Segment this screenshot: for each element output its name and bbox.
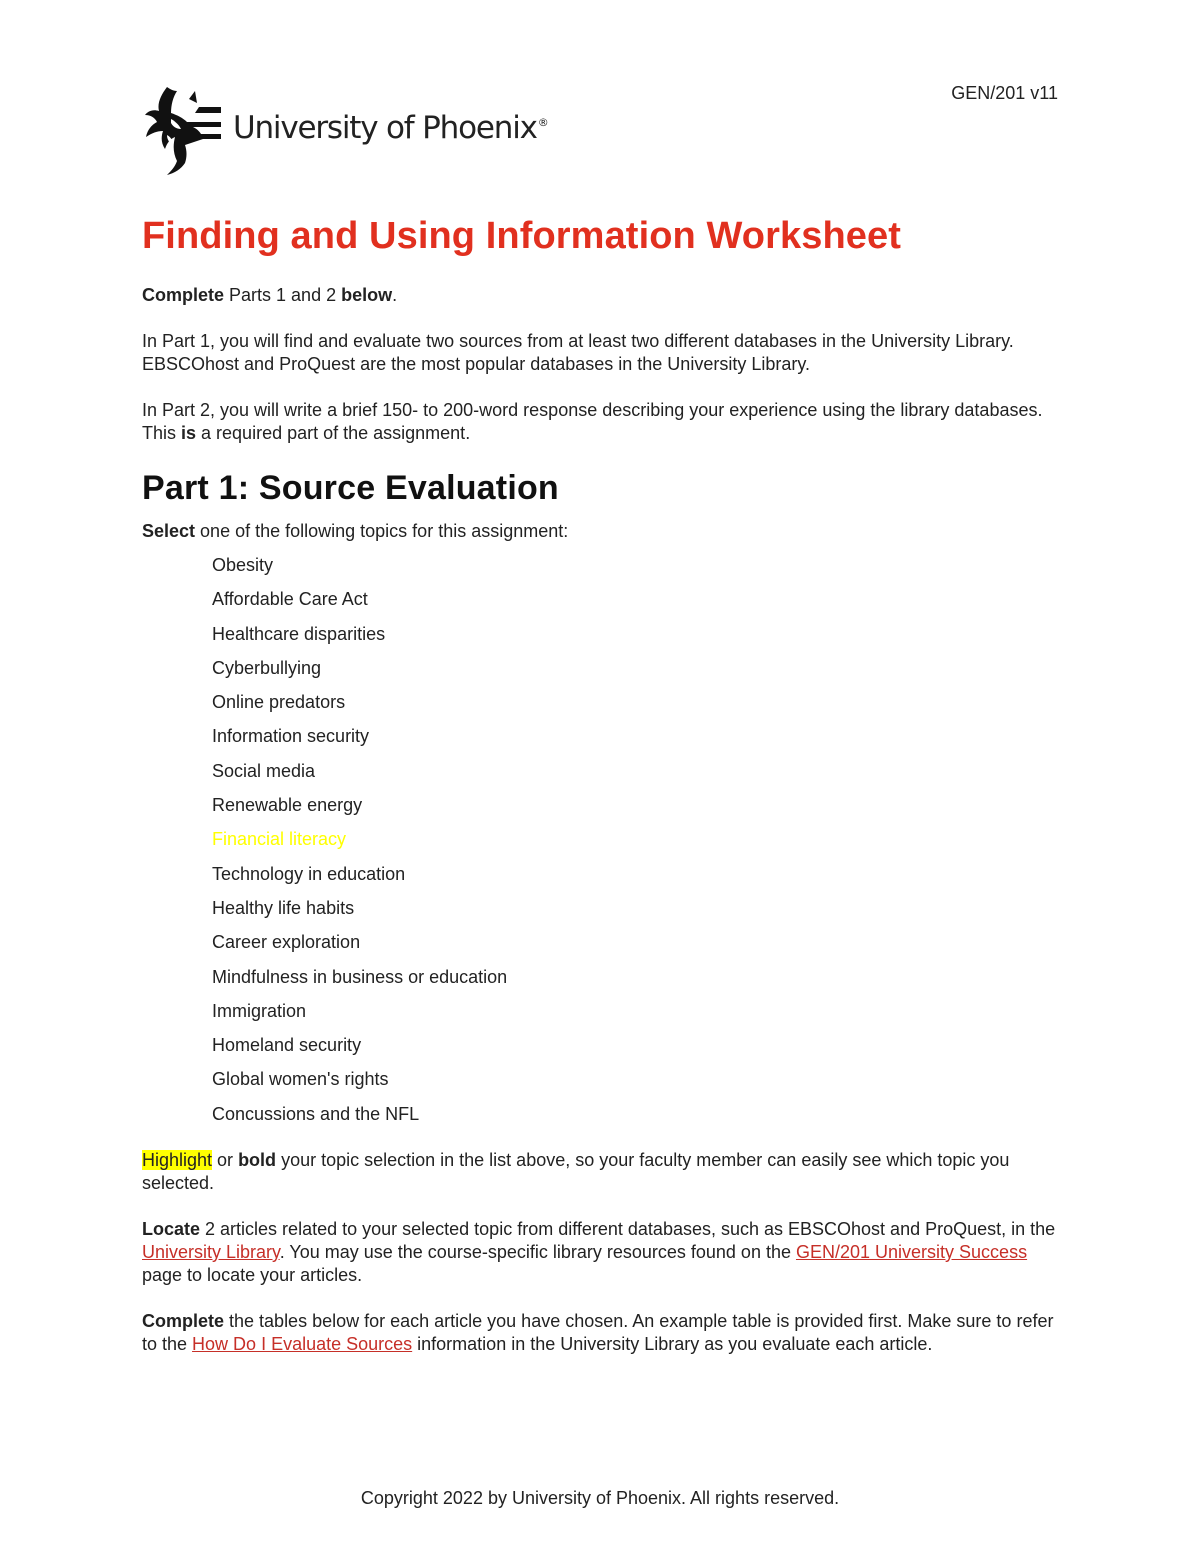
copyright-footer: Copyright 2022 by University of Phoenix. All rights reserved. [360,1488,840,1508]
document-body [142,214,1062,1379]
university-logo [143,85,549,177]
part2-description: In Part 2, you will write a brief 150- to 200-word response describing your experience using the library databases. This is a required part of the assignment. [142,400,1043,443]
select-instruction: Select one of the following topics for this assignment: [142,521,569,541]
part1-description: In Part 1, you will find and evaluate two sources from at least two different databases in the University Library. EBSCOhost and ProQuest are the most popular databases in the University Library. [142,331,1014,374]
topic-item: Online predators [212,692,346,713]
evaluate-sources-link[interactable]: How Do I Evaluate Sources [192,1334,413,1355]
complete-instruction: Complete the tables below for each article you have chosen. An example table is provided first. Make sure to refer to the How Do I Evaluate Sources information in the University Library as you evaluate each article. [142,1311,1054,1355]
topic-item: Obesity [212,555,274,575]
topic-item: Affordable Care Act [212,589,368,610]
topic-item: Mindfulness in business or education [212,966,508,987]
phoenix-bird-icon [143,85,223,177]
highlight-instruction: Highlight or bold your topic selection in the list above, so your faculty member can easily see which topic you selected. [142,1150,1010,1194]
topic-item: Renewable energy [212,795,363,816]
topic-item: Career exploration [212,932,361,953]
university-name: University of Phoenix® [233,110,549,146]
university-library-link[interactable]: University Library [142,1242,280,1263]
topic-item: Information security [212,726,370,747]
topic-item: Immigration [212,1000,307,1021]
topic-item: Technology in education [212,863,406,884]
locate-instruction: Locate 2 articles related to your selected topic from different databases, such as EBSCOhost and ProQuest, in the University Library. You may use the course-specific library resources found on the GEN/201 University Success page to locate your articles. [142,1219,1056,1286]
topic-item: Healthy life habits [212,897,355,918]
topic-item: Homeland security [212,1035,362,1056]
intro-instruction: Complete Parts 1 and 2 below. [142,285,398,305]
topic-list [142,548,1062,1131]
part1-heading: Part 1: Source Evaluation [142,469,559,507]
topic-item-selected: Financial literacy [212,829,347,850]
document-code: GEN/201 v11 [951,83,1058,103]
topic-item: Social media [212,760,316,781]
topic-item: Global women's rights [212,1069,389,1090]
topic-item: Healthcare disparities [212,623,386,644]
topic-item: Concussions and the NFL [212,1103,420,1124]
gen201-university-success-link[interactable]: GEN/201 University Success [795,1242,1028,1263]
topic-item: Cyberbullying [212,657,322,678]
page-title: Finding and Using Information Worksheet [142,215,901,257]
